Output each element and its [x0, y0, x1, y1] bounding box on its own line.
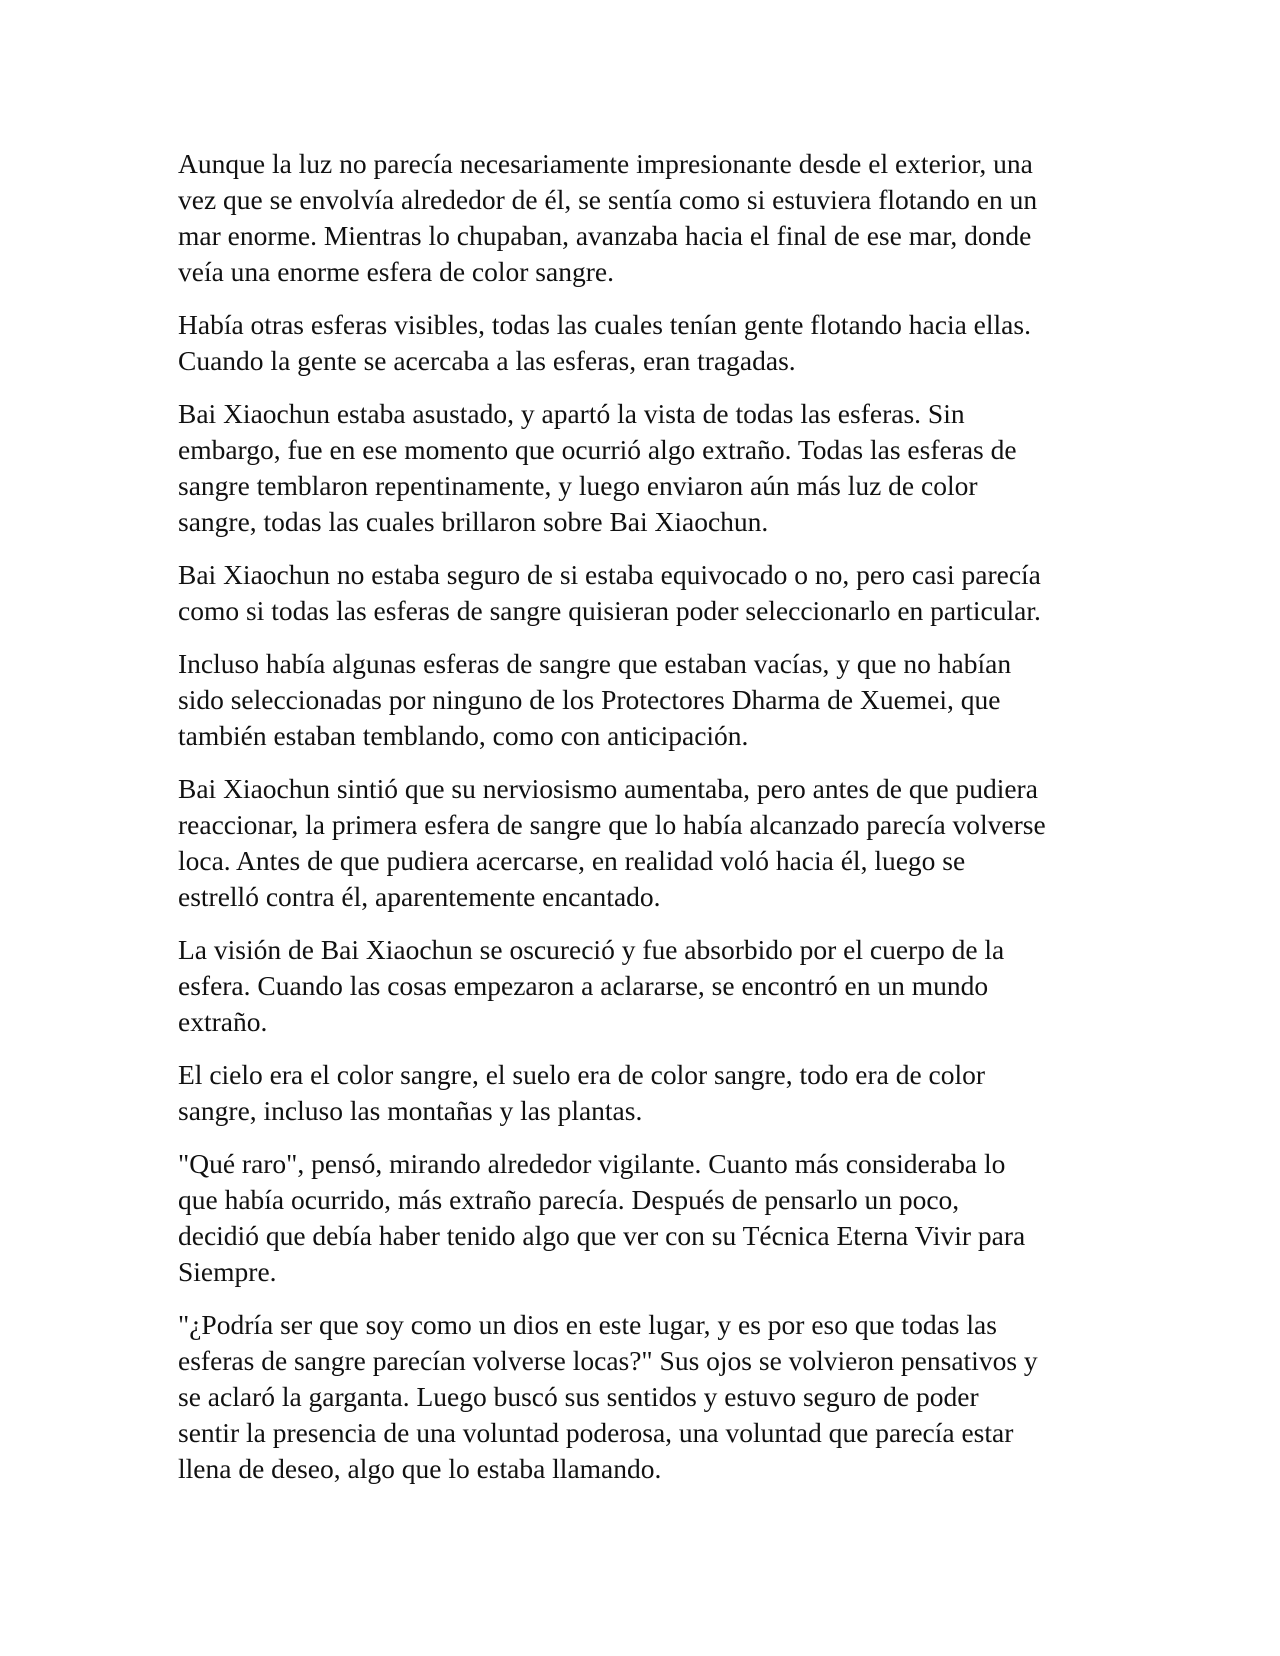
- paragraph: Bai Xiaochun estaba asustado, y apartó la vista de todas las esferas. Sin embargo, fue en ese momento que ocurrió algo extraño. Todas las esferas de sangre temblaron repentinamente, y luego enviaron aún más luz de color sangre, todas las cuales brillaron sobre Bai Xiaochun.: [178, 398, 1017, 537]
- paragraph: El cielo era el color sangre, el suelo era de color sangre, todo era de color sangre, incluso las montañas y las plantas.: [178, 1059, 986, 1126]
- paragraph: "Qué raro", pensó, mirando alrededor vigilante. Cuanto más consideraba lo que había ocurrido, más extraño parecía. Después de pensarlo un poco, decidió que debía haber tenido algo que ver con su Técnica Eterna Vivir para Siempre.: [178, 1148, 1026, 1287]
- paragraph: Incluso había algunas esferas de sangre que estaban vacías, y que no habían sido seleccionadas por ninguno de los Protectores Dharma de Xuemei, que también estaban temblando, como con anticipación.: [178, 648, 1012, 751]
- paragraph: Bai Xiaochun no estaba seguro de si estaba equivocado o no, pero casi parecía como si todas las esferas de sangre quisieran poder seleccionarlo en particular.: [178, 559, 1041, 626]
- document-page: [178, 146, 1108, 1504]
- paragraph: Aunque la luz no parecía necesariamente impresionante desde el exterior, una vez que se envolvía alrededor de él, se sentía como si estuviera flotando en un mar enorme. Mientras lo chupaban, avanzaba hacia el final de ese mar, donde veía una enorme esfera de color sangre.: [178, 148, 1038, 287]
- paragraph: "¿Podría ser que soy como un dios en este lugar, y es por eso que todas las esferas de sangre parecían volverse locas?" Sus ojos se volvieron pensativos y se aclaró la garganta. Luego buscó sus sentidos y estuvo seguro de poder sentir la presencia de una voluntad poderosa, una voluntad que parecía estar llena de deseo, algo que lo estaba llamando.: [178, 1309, 1038, 1484]
- paragraph: Bai Xiaochun sintió que su nerviosismo aumentaba, pero antes de que pudiera reaccionar, la primera esfera de sangre que lo había alcanzado parecía volverse loca. Antes de que pudiera acercarse, en realidad voló hacia él, luego se estrelló contra él, aparentemente encantado.: [178, 773, 1046, 912]
- paragraph: La visión de Bai Xiaochun se oscureció y fue absorbido por el cuerpo de la esfera. Cuando las cosas empezaron a aclararse, se encontró en un mundo extraño.: [178, 934, 1005, 1037]
- paragraph: Había otras esferas visibles, todas las cuales tenían gente flotando hacia ellas. Cuando la gente se acercaba a las esferas, eran tragadas.: [178, 309, 1031, 376]
